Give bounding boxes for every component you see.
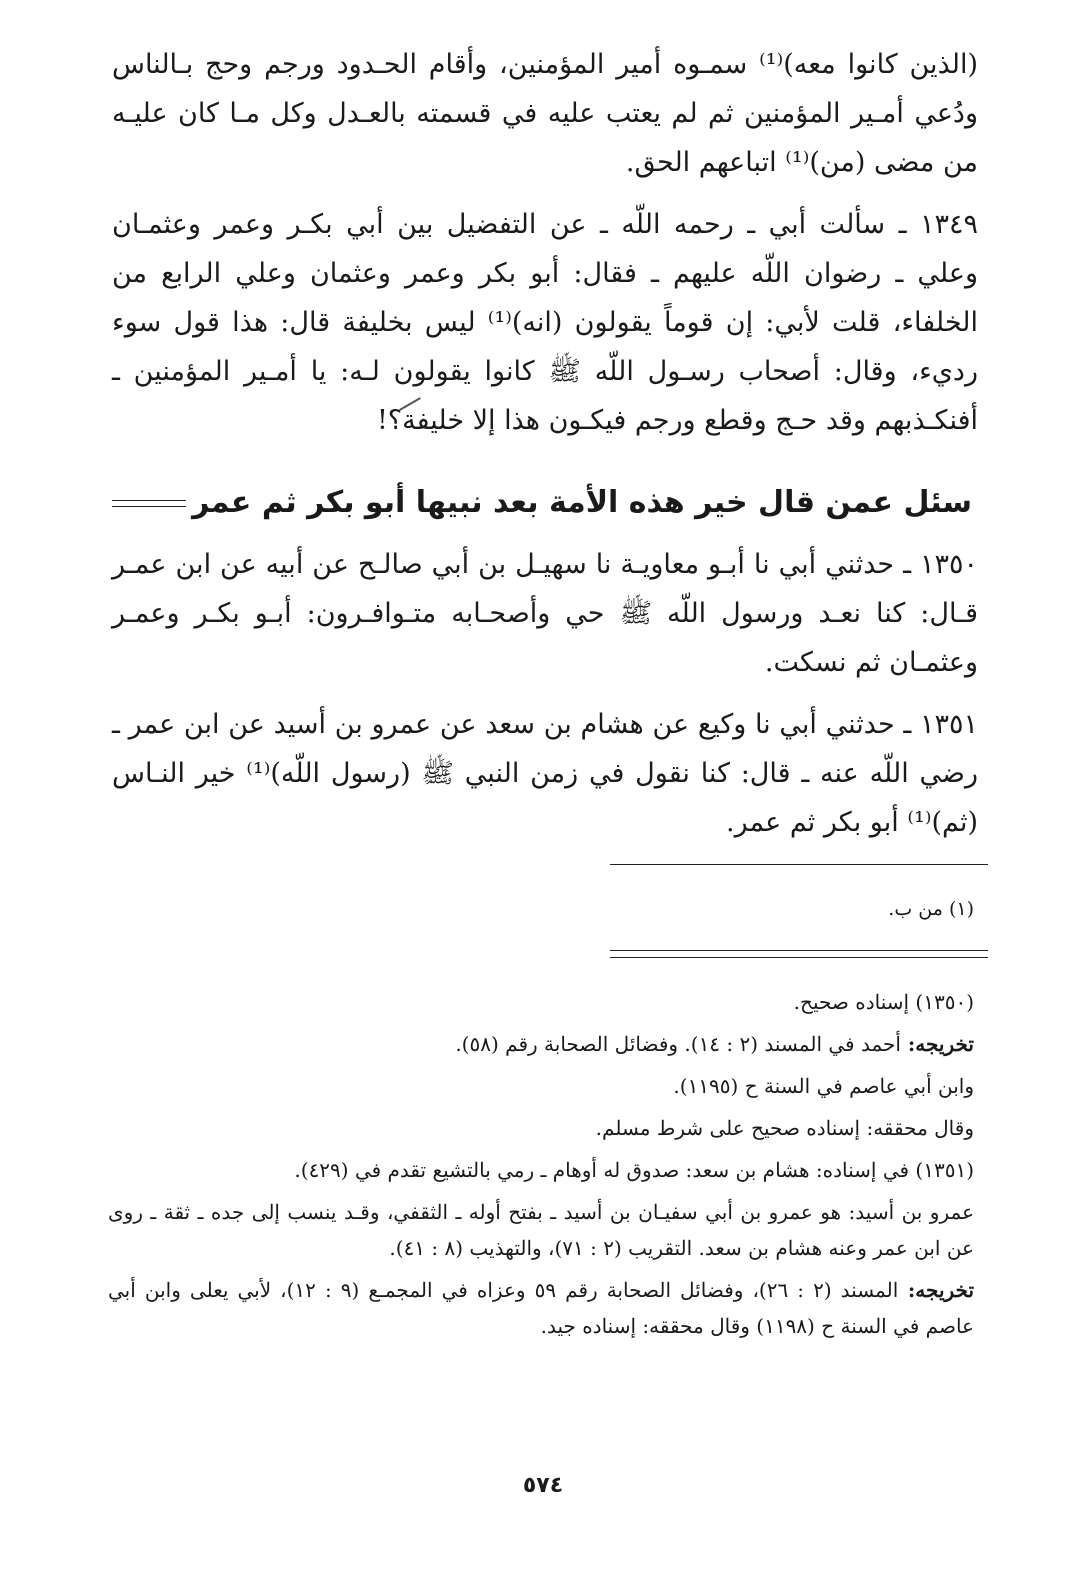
note-text: (١٣٥٠) إسناده صحيح. — [793, 990, 974, 1014]
note-lead: تخريجه: — [898, 1278, 975, 1302]
note-line — [108, 984, 974, 1020]
note-line — [108, 1026, 974, 1062]
paragraph-1350: ١٣٥٠ ـ حدثني أبي نا أبـو معاويـة نا سهيـل بن أبي صالـح عن أبيه عن ابن عمـر قـال: كنا نعـد ورسول اللّه ﷺ حي وأصحـابه متـوافـرون: أبـو بكـر وعمـر وعثمـان ثم نسكت. — [112, 549, 978, 678]
note-text: عمرو بن أسيد: هو عمرو بن أبي سفيـان بن أسيد ـ بفتح أوله ـ الثقفي، وقـد ينسب إلى جده ـ ثقة ـ روى عن ابن عمر وعنه هشام بن سعد. التقريب (٢ : ٧١)، والتهذيب (٨ : ٤١). — [108, 1200, 974, 1260]
note-text: المسند (٢ : ٢٦)، وفضائل الصحابة رقم ٥٩ وعزاه في المجمـع (٩ : ١٢)، لأبي يعلى وابن أبي عاصم في السنة ح (١١٩٨) وقال محققه: إسناده جيد. — [108, 1278, 974, 1338]
paragraph-continuation: (الذين كانوا معه)⁽¹⁾ سمـوه أمير المؤمنين، وأقام الحـدود ورجم وحج بـالناس ودُعي أمـير المؤمنين ثم لم يعتب عليه في قسمته بالعـدل وكل مـا كان عليـه من مضى (من)⁽¹⁾ اتباعهم الحق. — [112, 49, 978, 178]
note-text: وقال محققه: إسناده صحيح على شرط مسلم. — [595, 1116, 974, 1140]
heading-double-rule — [112, 500, 186, 507]
note-text: وابن أبي عاصم في السنة ح (١١٩٥). — [673, 1074, 974, 1098]
notes-double-divider — [610, 950, 988, 958]
note-line — [108, 1272, 974, 1344]
note-line — [108, 1110, 974, 1146]
note-text: أحمد في المسند (٢ : ١٤). وفضائل الصحابة رقم (٥٨). — [455, 1032, 901, 1056]
section-heading-text: سئل عمن قال خير هذه الأمة بعد نبيها أبو بكر ثم عمر — [192, 485, 972, 520]
takhrij-notes — [108, 984, 974, 1350]
note-text: (١٣٥١) في إسناده: هشام بن سعد: صدوق له أوهام ـ رمي بالتشيع تقدم في (٤٢٩). — [294, 1158, 974, 1182]
section-heading — [112, 473, 978, 533]
footnote: (١) من ب. — [888, 898, 974, 920]
note-line — [108, 1068, 974, 1104]
note-line — [108, 1152, 974, 1188]
note-lead: تخريجه: — [900, 1032, 974, 1056]
paragraph-1349: ١٣٤٩ ـ سألت أبي ـ رحمه اللّه ـ عن التفضيل بين أبي بكـر وعمر وعثمـان وعلي ـ رضوان اللّه عليهم ـ فقال: أبو بكر وعمر وعثمان وعلي الرابع من الخلفاء، قلت لأبي: إن قوماً يقولون (انه)⁽¹⁾ ليس بخليفة قال: هذا قول سوء رديء، وقال: أصحاب رسـول اللّه ﷺ كانوا يقولون لـه: يا أمـير المؤمنين ـ أفنكـذبهم وقد حـج وقطع ورجم فيكـون هذا إلا خليفة؟! — [112, 209, 978, 436]
note-line — [108, 1194, 974, 1266]
paragraph-1351: ١٣٥١ ـ حدثني أبي نا وكيع عن هشام بن سعد عن عمرو بن أسيد عن ابن عمر ـ رضي اللّه عنه ـ قال: كنا نقول في زمن النبي ﷺ (رسول اللّه)⁽¹⁾ خير النـاس (ثم)⁽¹⁾ أبو بكر ثم عمر. — [112, 709, 978, 838]
footnote-divider — [610, 864, 988, 865]
page-number: ٥٧٤ — [522, 1473, 564, 1498]
